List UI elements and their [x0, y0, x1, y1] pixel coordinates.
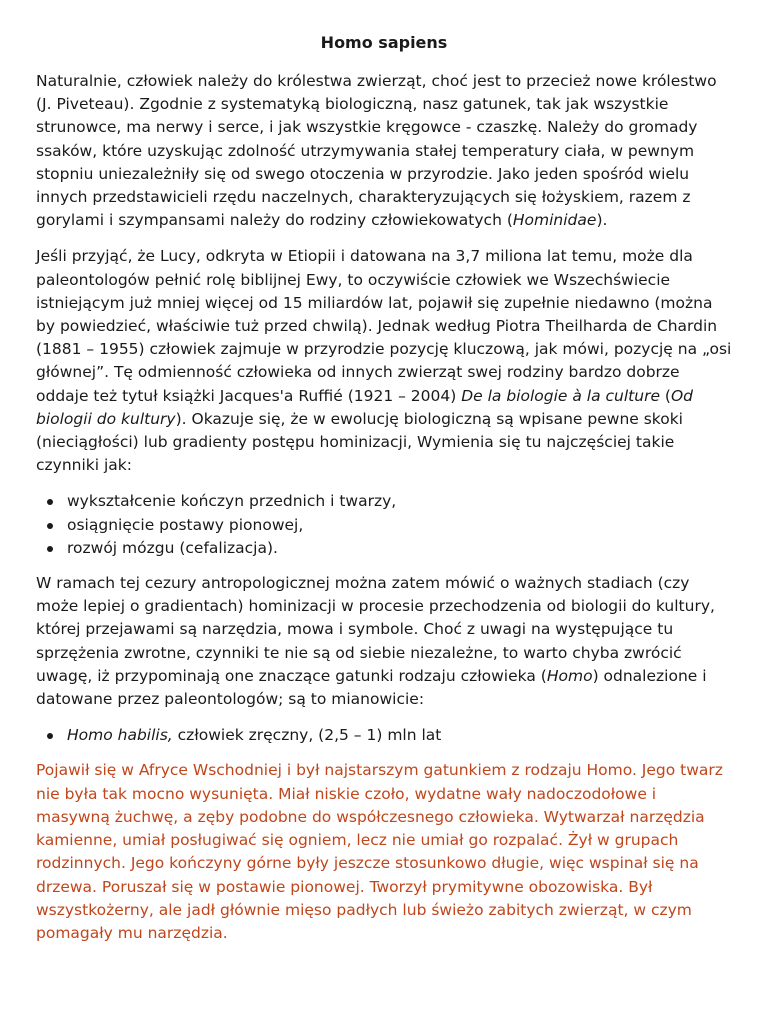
bullet-icon	[47, 733, 53, 739]
list-item	[36, 490, 732, 513]
list-item-text: rozwój mózgu (cefalizacja).	[67, 538, 278, 557]
list-item-text: wykształcenie kończyn przednich i twarzy,	[67, 492, 397, 511]
paragraph-text: ).	[596, 211, 608, 230]
italic-term: Hominidae	[512, 211, 597, 230]
italic-term: Homo	[546, 666, 593, 685]
paragraph-text: Naturalnie, człowiek należy do królestwa zwierząt, choć jest to przecież nowe królestwo (J. Piveteau). Zgodnie z systematyką biologiczną, nasz gatunek, tak jak wszystkie strunowce, ma nerwy i serce, i jak wszystkie kręgowce - czaszkę. Należy do gromady ssaków, które uzyskując zdolność utrzymywania stałej temperatury ciała, w pewnym stopniu uniezależniły się od swego otoczenia w przyrodzie. Jako jeden spośród wielu innych przedstawicieli rzędu naczelnych, charakteryzujących się łożyskiem, razem z gorylami i szympansami należy do rodziny człowiekowatych (	[36, 72, 717, 230]
document-page	[36, 32, 732, 945]
page-title: Homo sapiens	[320, 33, 448, 52]
paragraph-lucy	[36, 245, 732, 477]
list-item-text: osiągnięcie postawy pionowej,	[67, 515, 304, 534]
paragraph-text: Jeśli przyjąć, że Lucy, odkryta w Etiopii i datowana na 3,7 miliona lat temu, może dla paleontologów pełnić rolę biblijnej Ewy, to oczywiście człowiek we Wszechświecie istniejącym już mniej więcej od 15 miliardów lat, pojawił się zupełnie niedawno (można by powiedzieć, właściwie tuż przed chwilą). Jednak według Piotra Theilharda de Chardin (1881 – 1955) człowiek zajmuje w przyrodzie pozycję kluczową, jak mówi, pozycję na „osi głównej”. Tę odmienność człowieka od innych zwierząt swej rodziny bardzo dobrze oddaje też tytuł książki Jacques'a Ruffié (1921 – 2004)	[36, 247, 732, 405]
italic-book-title: De la biologie à la culture	[461, 386, 660, 405]
paragraph-text: ) odnalezione i datowane przez paleontologów; są to mianowicie:	[36, 666, 707, 709]
list-item	[36, 537, 732, 560]
list-item	[36, 514, 732, 537]
highlighted-paragraph-homo-habilis: Pojawił się w Afryce Wschodniej i był najstarszym gatunkiem z rodzaju Homo. Jego twarz nie była tak mocno wysunięta. Miał niskie czoło, wydatne wały nadoczodołowe i masywną żuchwę, a zęby podobne do współczesnego człowieka. Wytwarzał narzędzia kamienne, umiał posługiwać się ogniem, lecz nie umiał go rozpalać. Żył w grupach rodzinnych. Jego kończyny górne były jeszcze stosunkowo długie, więc wspinał się na drzewa. Poruszał się w postawie pionowej. Tworzył prymitywne obozowiska. Był wszystkożerny, ale jadł głównie mięso padłych lub świeżo zabitych zwierząt, w czym pomagały mu narzędzia.	[36, 761, 723, 942]
bullet-icon	[47, 546, 53, 552]
paragraph-hominization	[36, 572, 732, 711]
paragraph-text: (	[660, 386, 671, 405]
bullet-icon	[47, 523, 53, 529]
paragraph-text: W ramach tej cezury antropologicznej można zatem mówić o ważnych stadiach (czy może lepiej o gradientach) hominizacji w procesie przechodzenia od biologii do kultury, której przejawami są narzędzia, mowa i symbole. Choć z uwagi na występujące tu sprzężenia zwrotne, czynniki te nie są od siebie niezależne, to warto chyba zwrócić uwagę, iż przypominają one znaczące gatunki rodzaju człowieka (	[36, 574, 715, 685]
species-name: Homo habilis,	[67, 726, 173, 745]
species-list	[36, 724, 732, 747]
species-description: człowiek zręczny, (2,5 – 1) mln lat	[172, 726, 442, 745]
paragraph-text: ). Okazuje się, że w ewolucję biologiczną są wpisane pewne skoki (nieciągłości) lub gradienty postępu hominizacji, Wymienia się tu najczęściej takie czynniki jak:	[36, 409, 683, 475]
factors-list	[36, 490, 732, 560]
paragraph-classification	[36, 70, 732, 232]
bullet-icon	[47, 499, 53, 505]
list-item	[36, 724, 732, 747]
italic-book-translation: Od biologii do kultury	[36, 386, 694, 428]
